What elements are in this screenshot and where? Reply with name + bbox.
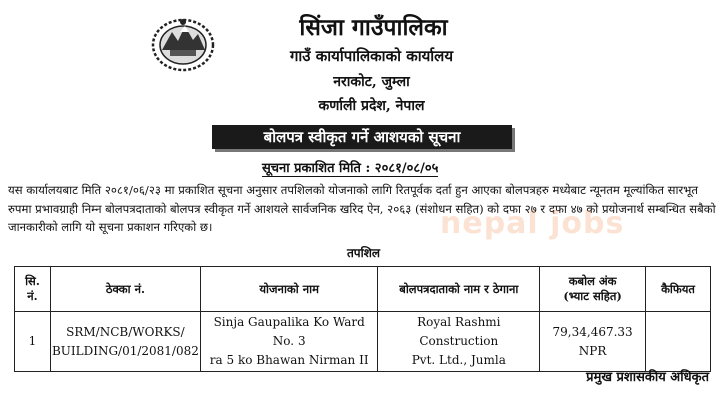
address-line-2: कर्णाली प्रदेश, नेपाल [318,98,425,114]
col-serial: सि. नं. [15,267,51,312]
cell-bid-amount: 79,34,467.33 NPR [540,312,646,372]
cell-remarks [646,312,711,372]
watermark: nepal jobs [440,206,625,241]
office-name: गाउँ कार्यापालिकाको कार्यालय [289,47,454,65]
cell-contract-no: SRM/NCB/WORKS/ BUILDING/01/2081/082 [50,312,200,372]
published-date: सूचना प्रकाशित मिति : २०८१/०८/०५ [262,158,438,177]
table-caption: तपशिल [346,246,381,260]
notice-title: बोलपत्र स्वीकृत गर्ने आशयको सूचना [212,125,512,149]
signatory-title: प्रमुख प्रशासकीय अधिकृत [586,370,709,385]
col-project-name: योजनाको नाम [200,267,378,312]
cell-bidder: Royal Rashmi Construction Pvt. Ltd., Jumla [378,312,540,372]
col-remarks: कैफियत [646,267,711,312]
organization-name: सिंजा गाउँपालिका [299,14,448,41]
cell-serial: 1 [15,312,51,372]
col-bid-amount: कबोल अंक (भ्याट सहित) [540,267,646,312]
address-line-1: नराकोट, जुम्ला [333,74,410,90]
table-header-row [15,267,711,312]
notice-body: यस कार्यालयबाट मिति २०८१/०६/२३ मा प्रकाशित सूचना अनुसार तपशिलको योजनाको लागि रितपूर्वक दर्ता हुन आएका बोलपत्रहरु मध्येबाट न्यूनतम मूल्यांकित सारभूत रुपमा प्रभावग्राही निम्न बोलपत्रदाताको बोलपत्र स्वीकृत गर्ने आशयले सार्वजनिक खरिद ऐन, २०६३ (संशोधन सहित) को दफा २७ र दफा ४७ को प्रयोजनार्थ सम्बन्धित सबैको जानकारीको लागि यो सूचना प्रकाशन गरिएको छ। [8,183,716,234]
award-table [14,266,711,372]
cell-project-name: Sinja Gaupalika Ko Ward No. 3 ra 5 ko Bhawan Nirman II [200,312,378,372]
col-bidder: बोलपत्रदाताको नाम र ठेगाना [378,267,540,312]
table-row [15,312,711,372]
col-contract-no: ठेक्का नं. [50,267,200,312]
